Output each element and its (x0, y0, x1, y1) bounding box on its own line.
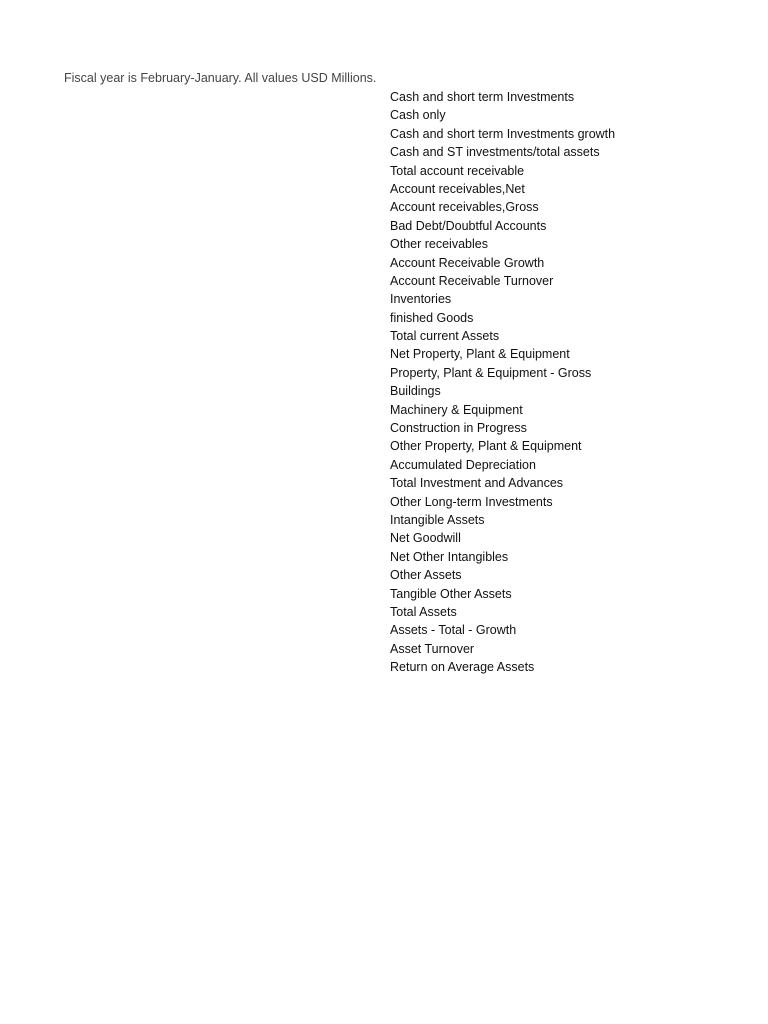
line-item: Return on Average Assets (390, 660, 535, 675)
line-item: Tangible Other Assets (390, 586, 512, 601)
line-item: Buildings (390, 384, 441, 399)
line-item: Assets - Total - Growth (390, 623, 517, 638)
line-item: Account Receivable Turnover (390, 273, 554, 288)
line-item: Net Property, Plant & Equipment (390, 347, 570, 362)
line-item: Total account receivable (390, 163, 525, 178)
fiscal-year-note: Fiscal year is February-January. All values USD Millions. (64, 71, 377, 85)
line-item: Accumulated Depreciation (390, 457, 536, 472)
line-item: Account Receivable Growth (390, 255, 545, 270)
line-item: Other Property, Plant & Equipment (390, 439, 582, 454)
line-item: Machinery & Equipment (390, 402, 523, 417)
line-item: Intangible Assets (390, 512, 485, 527)
line-item: Bad Debt/Doubtful Accounts (390, 218, 547, 233)
line-item: Total Assets (390, 604, 457, 619)
line-item: Other Long-term Investments (390, 494, 553, 509)
line-item: Other receivables (390, 237, 488, 252)
line-item: Cash only (390, 108, 446, 123)
line-item: Account receivables,Gross (390, 200, 539, 215)
line-item: Total Investment and Advances (390, 476, 564, 491)
line-item: Total current Assets (390, 329, 500, 344)
line-item: Property, Plant & Equipment - Gross (390, 365, 592, 380)
line-item: Construction in Progress (390, 421, 527, 436)
line-item: Cash and short term Investments (390, 90, 575, 104)
line-item: Net Goodwill (390, 531, 461, 546)
line-item: Inventories (390, 292, 452, 307)
line-item: Other Assets (390, 568, 462, 583)
line-item: Cash and short term Investments growth (390, 126, 616, 141)
line-item: Cash and ST investments/total assets (390, 145, 600, 160)
line-items-list (390, 88, 615, 677)
line-item: Account receivables,Net (390, 181, 525, 196)
line-item: finished Goods (390, 310, 474, 325)
line-item: Net Other Intangibles (390, 549, 509, 564)
line-item: Asset Turnover (390, 641, 475, 656)
